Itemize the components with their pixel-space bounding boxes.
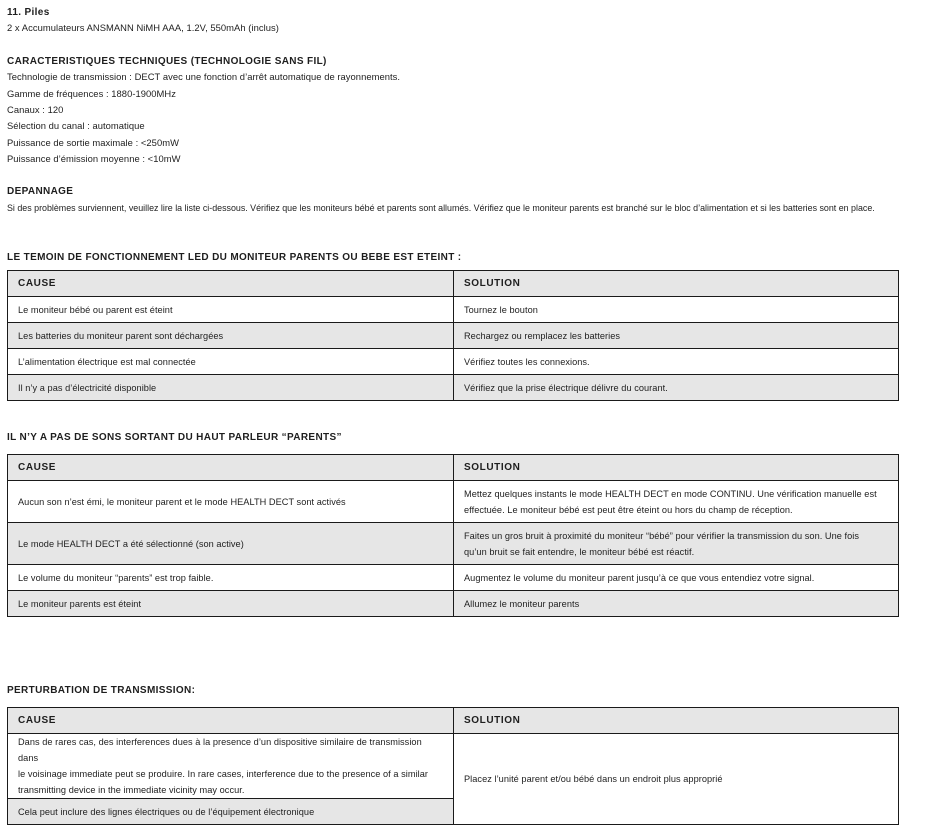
cause-cell: Le mode HEALTH DECT a été sélectionné (son active) bbox=[8, 523, 454, 565]
depannage-title: DEPANNAGE bbox=[7, 186, 74, 197]
table-row bbox=[8, 375, 899, 401]
solution-cell bbox=[454, 481, 899, 523]
cause-cell: Le moniteur bébé ou parent est éteint bbox=[8, 297, 454, 323]
section2-title: IL N’Y A PAS DE SONS SORTANT DU HAUT PARLEUR “PARENTS” bbox=[7, 432, 342, 443]
specs-line: Sélection du canal : automatique bbox=[7, 120, 145, 131]
solution-header: SOLUTION bbox=[454, 708, 899, 734]
solution-line: Faites un gros bruit à proximité du moniteur “bébé” pour vérifier la transmission du son. Une fois bbox=[464, 530, 860, 541]
solution-cell: Augmentez le volume du moniteur parent jusqu’à ce que vous entendiez votre signal. bbox=[454, 565, 899, 591]
specs-line: Gamme de fréquences : 1880-1900MHz bbox=[7, 88, 176, 99]
solution-line: effectuée. Le moniteur bébé est peut être éteint ou hors du champ de réception. bbox=[464, 504, 793, 515]
section1-table bbox=[7, 270, 899, 401]
piles-text: 2 x Accumulateurs ANSMANN NiMH AAA, 1.2V, 550mAh (inclus) bbox=[7, 22, 279, 33]
table-header-row bbox=[8, 271, 899, 297]
solution-header: SOLUTION bbox=[454, 455, 899, 481]
table-row bbox=[8, 349, 899, 375]
cause-cell: Cela peut inclure des lignes électriques ou de l’équipement électronique bbox=[8, 799, 454, 825]
solution-line: Mettez quelques instants le mode HEALTH DECT en mode CONTINU. Une vérification manuelle est bbox=[464, 488, 877, 499]
solution-cell: Vérifiez que la prise électrique délivre du courant. bbox=[454, 375, 899, 401]
cause-cell bbox=[8, 734, 454, 799]
solution-cell: Tournez le bouton bbox=[454, 297, 899, 323]
cause-cell: Il n’y a pas d’électricité disponible bbox=[8, 375, 454, 401]
table-header-row bbox=[8, 708, 899, 734]
piles-title: 11. Piles bbox=[7, 7, 50, 18]
cause-line: Dans de rares cas, des interferences dues à la presence d’un dispositive similaire de transmission dans bbox=[18, 737, 422, 763]
section2-table bbox=[7, 454, 899, 617]
solution-cell: Rechargez ou remplacez les batteries bbox=[454, 323, 899, 349]
cause-cell: Le volume du moniteur “parents” est trop faible. bbox=[8, 565, 454, 591]
cause-header: CAUSE bbox=[8, 708, 454, 734]
table-row bbox=[8, 297, 899, 323]
cause-cell: Aucun son n’est émi, le moniteur parent et le mode HEALTH DECT sont activés bbox=[8, 481, 454, 523]
specs-line: Technologie de transmission : DECT avec une fonction d’arrêt automatique de rayonnements. bbox=[7, 71, 401, 82]
cause-header: CAUSE bbox=[8, 455, 454, 481]
cause-cell: L’alimentation électrique est mal connectée bbox=[8, 349, 454, 375]
solution-cell: Placez l’unité parent et/ou bébé dans un endroit plus approprié bbox=[454, 734, 899, 825]
cause-cell: Le moniteur parents est éteint bbox=[8, 591, 454, 617]
section3-title: PERTURBATION DE TRANSMISSION: bbox=[7, 685, 196, 696]
cause-header: CAUSE bbox=[8, 271, 454, 297]
specs-line: Puissance d’émission moyenne : <10mW bbox=[7, 153, 181, 164]
specs-title: CARACTERISTIQUES TECHNIQUES (TECHNOLOGIE SANS FIL) bbox=[7, 56, 327, 67]
specs-line: Canaux : 120 bbox=[7, 104, 64, 115]
solution-cell: Vérifiez toutes les connexions. bbox=[454, 349, 899, 375]
section1-title: LE TEMOIN DE FONCTIONNEMENT LED DU MONITEUR PARENTS OU BEBE EST ETEINT : bbox=[7, 252, 462, 263]
cause-line: transmitting device in the immediate vicinity may occur. bbox=[18, 785, 245, 795]
table-header-row bbox=[8, 455, 899, 481]
solution-cell: Allumez le moniteur parents bbox=[454, 591, 899, 617]
table-row bbox=[8, 734, 899, 799]
table-row bbox=[8, 591, 899, 617]
table-row bbox=[8, 523, 899, 565]
depannage-text: Si des problèmes surviennent, veuillez lire la liste ci-dessous. Vérifiez que les moniteurs bébé et parents sont allumés. Vérifiez que le moniteur parents est branché sur le bloc d’alimentation et si les batteries sont en place. bbox=[7, 203, 875, 213]
table-row bbox=[8, 481, 899, 523]
solution-line: qu’un bruit se fait entendre, le moniteur bébé est réactif. bbox=[464, 546, 695, 557]
table-row bbox=[8, 323, 899, 349]
section3-table bbox=[7, 707, 899, 825]
solution-header: SOLUTION bbox=[454, 271, 899, 297]
cause-cell: Les batteries du moniteur parent sont déchargées bbox=[8, 323, 454, 349]
cause-line: le voisinage immediate peut se produire. In rare cases, interference due to the presence of a similar bbox=[18, 769, 429, 779]
specs-line: Puissance de sortie maximale : <250mW bbox=[7, 137, 179, 148]
table-row bbox=[8, 565, 899, 591]
solution-cell bbox=[454, 523, 899, 565]
